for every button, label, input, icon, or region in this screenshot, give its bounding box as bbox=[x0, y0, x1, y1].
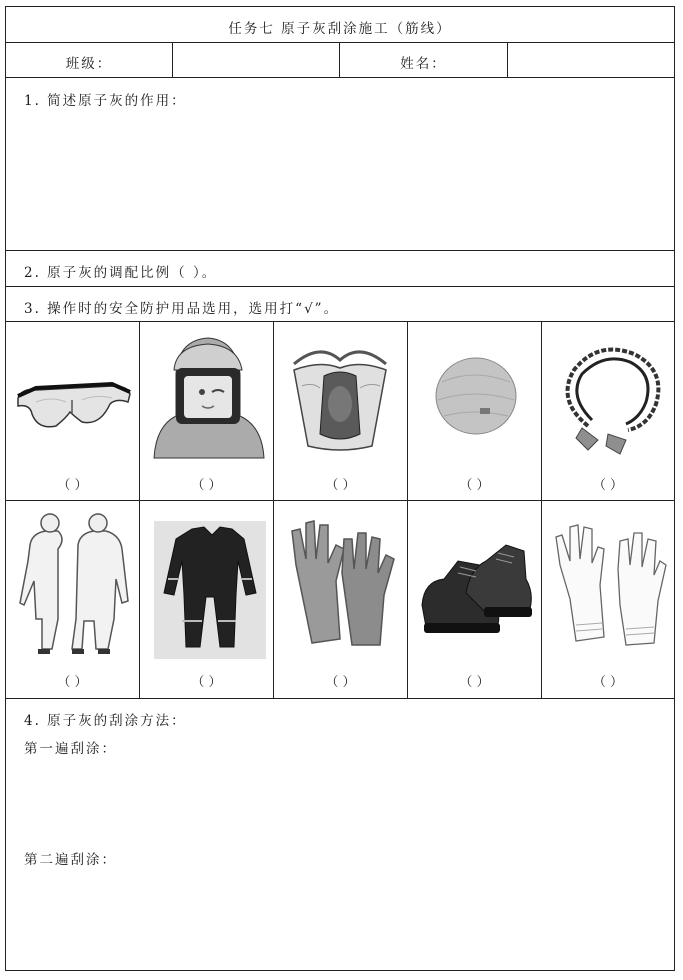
ppe-item-coverall[interactable] bbox=[6, 501, 140, 698]
ppe-item-safety-shoes[interactable] bbox=[408, 501, 542, 698]
ppe-item-overalls[interactable] bbox=[140, 501, 274, 698]
student-info-row bbox=[6, 43, 674, 78]
class-label-cell bbox=[6, 43, 173, 77]
question-2-box[interactable] bbox=[6, 251, 674, 287]
ppe-item-nitrile-gloves[interactable] bbox=[274, 501, 408, 698]
check-mark: （ ） bbox=[459, 478, 490, 493]
check-mark: （ ） bbox=[191, 478, 222, 493]
check-mark: （ ） bbox=[592, 675, 624, 690]
check-mark: （ ） bbox=[325, 478, 356, 493]
hood-respirator-icon bbox=[146, 330, 268, 460]
class-label: 班级： bbox=[65, 56, 113, 72]
check-mark: （ ） bbox=[325, 675, 356, 690]
check-mark-field[interactable] bbox=[140, 474, 273, 493]
question-4-box[interactable] bbox=[6, 698, 674, 971]
check-mark: （ ） bbox=[459, 675, 490, 690]
check-mark-field[interactable] bbox=[6, 671, 139, 690]
question-1-box[interactable] bbox=[6, 78, 674, 251]
check-mark: （ ） bbox=[191, 675, 222, 690]
question-3-box bbox=[6, 287, 674, 322]
second-pass-label: 第二遍刮涂： bbox=[24, 852, 117, 868]
nitrile-gloves-icon bbox=[280, 509, 402, 659]
check-mark-field[interactable] bbox=[408, 474, 541, 493]
disposable-coverall-icon bbox=[12, 509, 134, 659]
check-mark-field[interactable] bbox=[408, 671, 541, 690]
ppe-item-hood-respirator[interactable] bbox=[140, 322, 274, 501]
ppe-item-dust-mask[interactable] bbox=[408, 322, 542, 501]
ppe-item-half-mask[interactable] bbox=[274, 322, 408, 501]
check-mark: （ ） bbox=[592, 478, 624, 493]
ppe-item-cotton-gloves[interactable] bbox=[542, 501, 674, 698]
ppe-item-goggles[interactable] bbox=[6, 322, 140, 501]
check-mark-field[interactable] bbox=[274, 474, 407, 493]
check-mark-field[interactable] bbox=[6, 474, 139, 493]
question-3: 3. 操作时的安全防护用品选用，选用打“√”。 bbox=[24, 301, 340, 317]
first-pass-label: 第一遍刮涂： bbox=[24, 741, 117, 757]
cotton-gloves-icon bbox=[548, 509, 670, 659]
safety-goggles-icon bbox=[12, 330, 134, 460]
check-mark-field[interactable] bbox=[140, 671, 273, 690]
ppe-item-earplugs[interactable] bbox=[542, 322, 674, 501]
question-2: 2. 原子灰的调配比例（ ）。 bbox=[24, 265, 218, 281]
question-1: 1. 简述原子灰的作用： bbox=[24, 93, 187, 109]
check-mark-field[interactable] bbox=[542, 474, 674, 493]
check-mark: （ ） bbox=[57, 675, 88, 690]
work-overalls-icon bbox=[146, 509, 268, 659]
name-label-cell bbox=[340, 43, 508, 77]
check-mark-field[interactable] bbox=[274, 671, 407, 690]
check-mark-field[interactable] bbox=[542, 671, 674, 690]
dust-mask-icon bbox=[414, 330, 536, 460]
worksheet bbox=[5, 6, 675, 971]
class-field[interactable] bbox=[173, 43, 340, 77]
corded-earplugs-icon bbox=[548, 330, 670, 460]
question-4: 4. 原子灰的刮涂方法： bbox=[24, 713, 187, 729]
ppe-grid bbox=[6, 322, 674, 698]
page-title: 任务七 原子灰刮涂施工（筋线） bbox=[228, 21, 452, 37]
name-label: 姓名： bbox=[400, 56, 447, 72]
half-mask-respirator-icon bbox=[280, 330, 402, 460]
safety-shoes-icon bbox=[414, 509, 536, 659]
check-mark: （ ） bbox=[57, 478, 88, 493]
title-row bbox=[6, 7, 674, 43]
name-field[interactable] bbox=[508, 43, 674, 77]
